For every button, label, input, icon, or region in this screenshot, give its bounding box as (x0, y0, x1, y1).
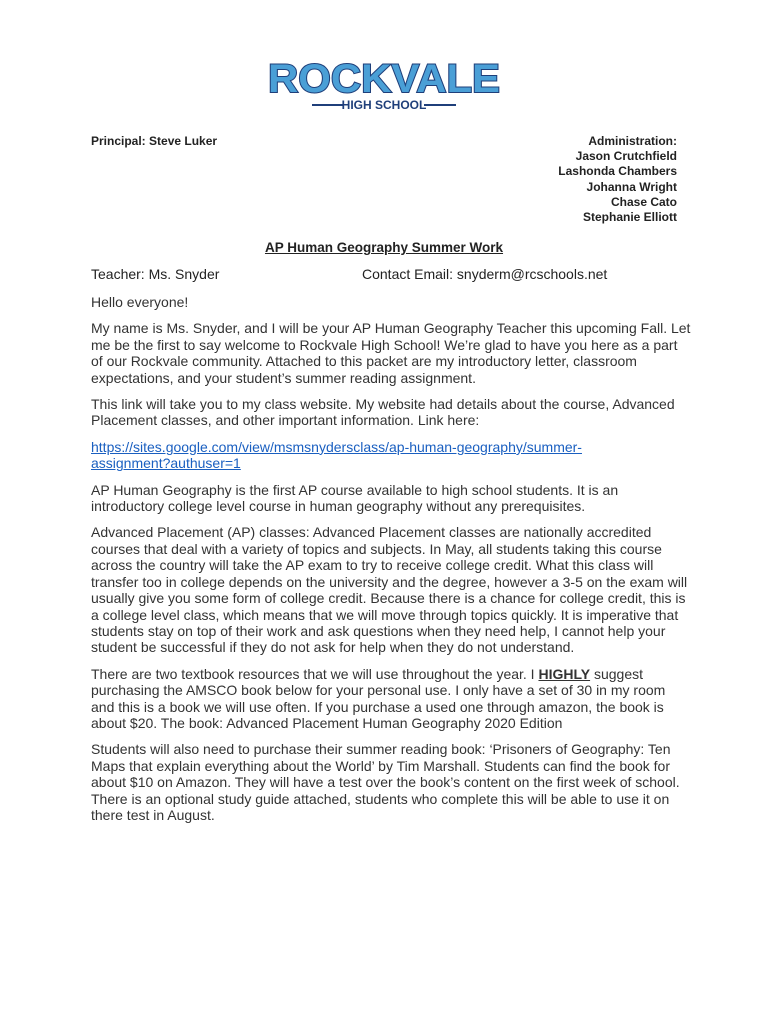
link-line-1[interactable]: https://sites.google.com/view/msmsnydersclass/ap-human-geography/summer- (91, 438, 582, 455)
logo-sub: HIGH SCHOOL (341, 98, 427, 112)
admin-name: Chase Cato (610, 194, 677, 209)
paragraph-ap-classes: Advanced Placement (AP) classes: Advanced Placement classes are nationally accredited courses that deal with a variety of topics and subjects. In May, all students taking this course across the country will take the AP exam to try to receive college credit. What this class will transfer too in college depends on the university and the degree, however a 3-5 on the exam will usually give you some form of college credit. Because there is a chance for college credit, this is a college level class, which means that we will move through topics quickly. It is imperative that students stay on top of their work and ask questions when they need help, I cannot help your student be successful if they do not ask for help when they do not understand. (91, 524, 688, 656)
administration-label: Administration: (588, 134, 677, 148)
administration-block (558, 134, 677, 225)
paragraph-intro: My name is Ms. Snyder, and I will be your AP Human Geography Teacher this upcoming Fall. Let me be the first to say welcome to Rockvale High School! We’re glad to have you here as a part of our Rockvale community. Attached to this packet are my introductory letter, classroom expectations, and your student’s summer reading assignment. (91, 320, 691, 386)
paragraph-textbook (91, 666, 691, 732)
paragraph-course: AP Human Geography is the first AP course available to high school students. It is an introductory college level course in human geography without any prerequisites. (91, 481, 619, 515)
contact-line (91, 266, 691, 282)
website-link[interactable] (91, 439, 691, 472)
contact-email: Contact Email: snyderm@rcschools.net (362, 266, 608, 282)
highly-emphasis: HIGHLY (538, 665, 591, 682)
school-logo (0, 56, 768, 114)
rockvale-logo-mark (264, 56, 504, 114)
document-title: AP Human Geography Summer Work (264, 240, 504, 255)
paragraph-summer-reading: Students will also need to purchase their summer reading book: ‘Prisoners of Geography: Ten Maps that explain everything about the World’ by Tim Marshall. Students can find the book for about $10 on Amazon. They will have a test over the book’s content on the first week of school. There is an optional study guide attached, students who complete this will be able to use it on there test in August. (91, 741, 680, 823)
admin-name: Jason Crutchfield (575, 149, 677, 164)
textbook-pre: There are two textbook resources that we will use throughout the year. I (91, 665, 539, 682)
letter-body (91, 294, 691, 833)
teacher-name: Teacher: Ms. Snyder (91, 266, 220, 282)
admin-name: Stephanie Elliott (582, 210, 677, 225)
admin-name: Johanna Wright (586, 179, 677, 194)
admin-name: Lashonda Chambers (558, 164, 677, 179)
link-line-2[interactable]: assignment?authuser=1 (91, 455, 241, 472)
paragraph-website: This link will take you to my class website. My website had details about the course, Advanced Placement classes, and other important information. Link here: (91, 396, 675, 429)
logo-name: ROCKVALE (268, 57, 500, 101)
textbook-post: suggest purchasing the AMSCO book below for your personal use. I only have a set of 30 in my room and this is a book we will use often. If you purchase a used one through amazon, the book is about $20. The book: Advanced Placement Human Geography 2020 Edition (91, 665, 666, 731)
principal-line: Principal: Steve Luker (91, 134, 218, 148)
greeting: Hello everyone! (91, 294, 189, 310)
